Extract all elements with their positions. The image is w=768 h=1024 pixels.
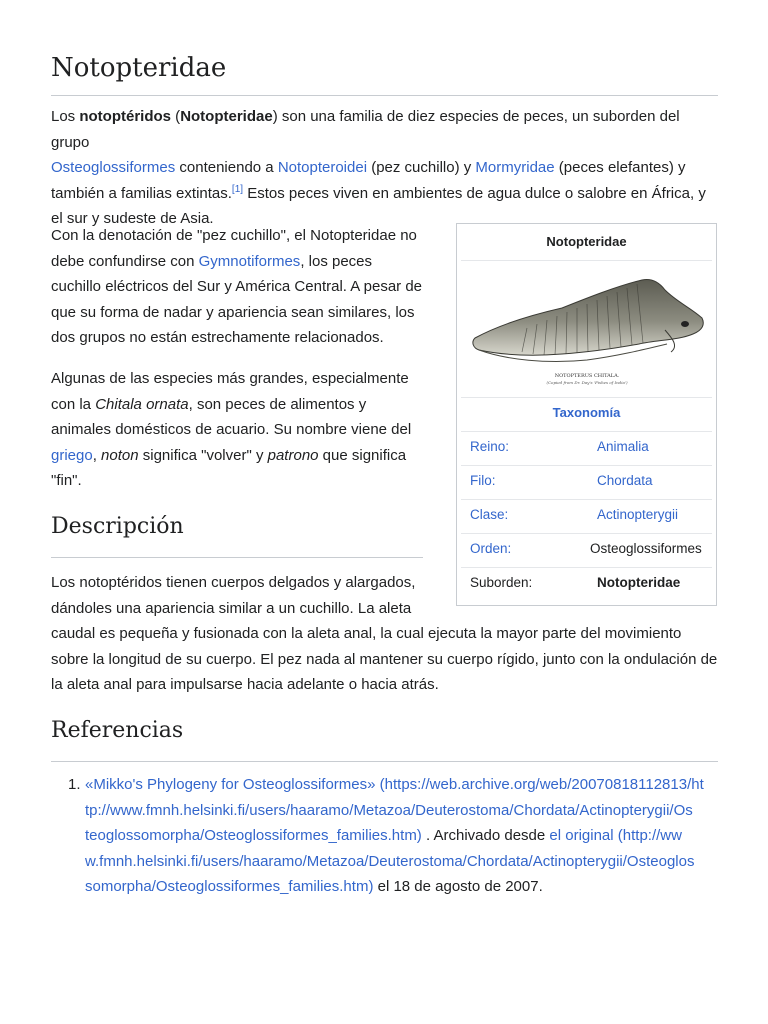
intro-text: el sur y sudeste de Asia. bbox=[51, 210, 214, 227]
italic-species-name: Chitala ornata bbox=[95, 395, 189, 413]
paragraph-line: la aleta anal para impulsarse hacia adelante o hacia atrás. bbox=[51, 676, 439, 693]
paragraph-line: sobre la longitud de su cuerpo. El pez nada al mantener su cuerpo rígido, junto con la ondulación de bbox=[51, 650, 718, 668]
illustration-caption: NOTOPTERUS CHITALA. bbox=[554, 373, 620, 379]
reference-archive-link[interactable]: tp://www.fmnh.helsinki.fi/users/haaramo/Metazoa/Deuterostoma/Chordata/Actinopterygii/Os bbox=[85, 801, 693, 819]
paragraph-line: caudal es pequeña y fusionada con la aleta anal, la cual ejecuta la mayor parte del movimiento bbox=[51, 625, 682, 642]
rank-link-orden[interactable]: Orden: bbox=[470, 541, 512, 556]
italic-word: noton bbox=[101, 446, 139, 464]
link-gymnotiformes[interactable]: Gymnotiformes bbox=[198, 252, 301, 270]
page-title: Notopteridae bbox=[51, 53, 227, 83]
intro-bold-term: notoptéridos bbox=[79, 108, 172, 125]
intro-text: conteniendo a bbox=[175, 159, 278, 176]
paragraph-line: Con la denotación de "pez cuchillo", el Notopteridae no bbox=[51, 227, 417, 244]
taxonomy-header-link[interactable]: Taxonomía bbox=[552, 405, 621, 420]
paragraph-line: cuchillo eléctricos del Sur y América Central. A pesar de bbox=[51, 278, 423, 295]
paragraph-line: Los notoptéridos tienen cuerpos delgados y alargados, bbox=[51, 574, 416, 591]
intro-text: ( bbox=[171, 108, 181, 125]
paragraph-text: , bbox=[92, 446, 102, 464]
taxobox-row-reino bbox=[457, 431, 716, 465]
rank-link-filo[interactable]: Filo: bbox=[470, 473, 496, 488]
paragraph-line: dos grupos no están estrechamente relacionados. bbox=[51, 329, 384, 346]
taxobox-row-suborden bbox=[457, 567, 716, 601]
reference-original-link[interactable]: w.fmnh.helsinki.fi/users/haaramo/Metazoa/Deuterostoma/Chordata/Actinopterygii/Osteoglos bbox=[85, 852, 695, 870]
paragraph-text: , los peces bbox=[300, 252, 373, 270]
reference-text: . Archivado desde bbox=[421, 827, 550, 844]
taxon-link-chordata[interactable]: Chordata bbox=[597, 473, 653, 488]
fish-drawing bbox=[467, 268, 707, 390]
link-osteoglossiformes[interactable]: Osteoglossiformes bbox=[51, 159, 176, 176]
taxobox-title: Notopteridae bbox=[546, 234, 627, 249]
reference-number: 1. bbox=[68, 776, 81, 793]
paragraph-text: , son peces de alimentos y bbox=[188, 395, 367, 413]
reference-original-link[interactable]: somorpha/Osteoglossiformes_families.htm) bbox=[85, 878, 374, 895]
paragraph-pez-cuchillo bbox=[51, 223, 431, 351]
fish-illustration[interactable] bbox=[467, 268, 707, 390]
intro-text: (pez cuchillo) y bbox=[367, 159, 476, 176]
link-mormyridae[interactable]: Mormyridae bbox=[475, 159, 555, 176]
title-divider bbox=[51, 95, 718, 96]
taxobox-row-filo bbox=[457, 465, 716, 499]
italic-word: patrono bbox=[267, 446, 319, 464]
intro-text: también a familias extintas. bbox=[51, 184, 232, 202]
paragraph-line: dándoles una apariencia similar a un cuchillo. La aleta bbox=[51, 599, 412, 617]
reference-archive-link[interactable]: teoglossomorpha/Osteoglossiformes_families.htm) bbox=[85, 827, 422, 844]
reference-archive-link[interactable]: «Mikko's Phylogeny for Osteoglossiformes» (https://web.archive.org/web/20070818112813/ht bbox=[85, 776, 704, 793]
section-divider bbox=[51, 761, 718, 762]
taxobox-row-clase bbox=[457, 499, 716, 533]
link-griego[interactable]: griego bbox=[51, 446, 93, 464]
taxobox bbox=[456, 223, 717, 606]
taxon-link-actinopterygii[interactable]: Actinopterygii bbox=[597, 507, 679, 522]
rank-suborden: Suborden: bbox=[470, 575, 533, 590]
section-heading-descripcion: Descripción bbox=[51, 514, 184, 539]
paragraph-text: significa "volver" y bbox=[138, 446, 268, 464]
paragraph-especies bbox=[51, 366, 431, 494]
taxon-osteoglossiformes: Osteoglossiformes bbox=[590, 541, 702, 556]
rank-link-clase[interactable]: Clase: bbox=[470, 507, 509, 522]
link-notopteroidei[interactable]: Notopteroidei bbox=[277, 159, 368, 176]
paragraph-text: con la bbox=[51, 395, 96, 413]
section-heading-referencias: Referencias bbox=[51, 718, 184, 743]
taxobox-divider bbox=[461, 397, 712, 398]
paragraph-line: que su forma de nadar y apariencia sean similares, los bbox=[51, 303, 415, 321]
intro-text: (peces elefantes) y bbox=[554, 159, 686, 176]
taxobox-divider bbox=[461, 260, 712, 261]
intro-text: Los bbox=[51, 108, 80, 125]
paragraph-line: Algunas de las especies más grandes, especialmente bbox=[51, 370, 409, 387]
paragraph-line: "fin". bbox=[51, 472, 82, 489]
taxobox-row-orden bbox=[457, 533, 716, 567]
intro-text: Estos peces viven en ambientes de agua dulce o salobre en África, y bbox=[243, 184, 706, 202]
reference-original-link[interactable]: el original (http://ww bbox=[549, 827, 682, 844]
taxon-notopteridae: Notopteridae bbox=[597, 575, 681, 590]
reference-text: el 18 de agosto de 2007. bbox=[373, 878, 543, 895]
paragraph-text: debe confundirse con bbox=[51, 252, 199, 270]
section-divider bbox=[51, 557, 423, 558]
intro-text: ) son una familia de diez especies de peces, un suborden del grupo bbox=[51, 108, 680, 151]
intro-paragraph bbox=[51, 104, 718, 232]
reference-link-1[interactable]: [1] bbox=[231, 183, 244, 195]
intro-bold-latin: Notopteridae bbox=[180, 108, 273, 125]
rank-link-reino[interactable]: Reino: bbox=[470, 439, 510, 454]
illustration-caption-sub: (Copied from Dr. Day's 'Fishes of India') bbox=[546, 380, 628, 385]
paragraph-text: que significa bbox=[318, 446, 407, 464]
paragraph-line: animales domésticos de acuario. Su nombre viene del bbox=[51, 421, 412, 438]
taxon-link-animalia[interactable]: Animalia bbox=[597, 439, 649, 454]
reference-item bbox=[85, 772, 721, 900]
